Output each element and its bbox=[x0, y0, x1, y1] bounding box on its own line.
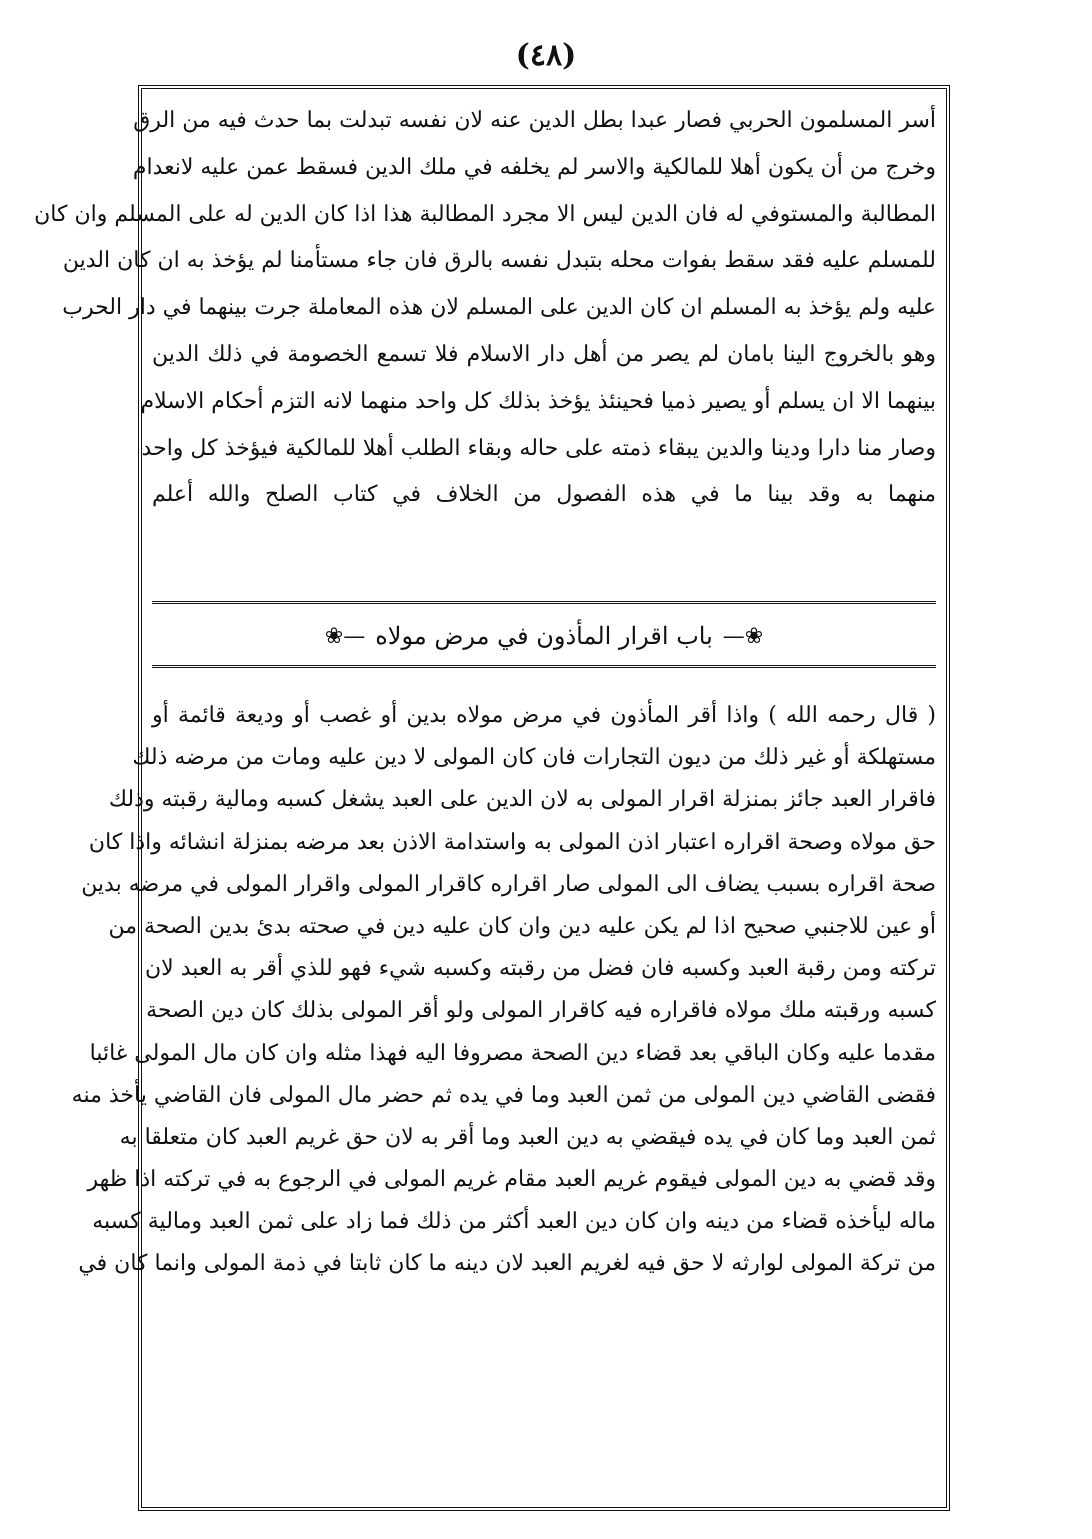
text-line: تركته ومن رقبة العبد وكسبه فان فضل من رقبته وكسبه شيء فهو للذي أقر به العبد لان bbox=[145, 956, 936, 982]
page-frame bbox=[34, 85, 950, 1511]
chapter-title: باب اقرار المأذون في مرض مولاه bbox=[375, 622, 713, 650]
text-line: وهو بالخروج الينا بامان لم يصر من أهل دار الاسلام فلا تسمع الخصومة في ذلك الدين bbox=[152, 341, 936, 367]
text-line: المطالبة والمستوفي له فان الدين ليس الا مجرد المطالبة هذا اذا كان الدين له على المسلم وان كان bbox=[34, 201, 936, 227]
bottom-text-block bbox=[71, 701, 936, 1292]
text-line: أو عين للاجنبي صحيح اذا لم يكن عليه دين وان كان عليه دين في صحته بدئ بدين الصحة من bbox=[108, 913, 936, 939]
text-line: عليه ولم يؤخذ به المسلم ان كان الدين على المسلم لان هذه المعاملة جرت بينهما في دار الحرب bbox=[62, 295, 936, 321]
text-line: فقضى القاضي دين المولى من ثمن العبد وما في يده ثم حضر مال المولى فان القاضي يأخذ منه bbox=[71, 1082, 936, 1108]
page-number: (٤٨) bbox=[515, 38, 577, 73]
text-line: مقدما عليه وكان الباقي بعد قضاء دين الصحة مصروفا اليه فهذا مثله وان كان مال المولى غائبا bbox=[89, 1040, 936, 1066]
text-line: من تركة المولى لوارثه لا حق فيه لغريم العبد لان دينه ما كان ثابتا في ذمة المولى وانما كان في bbox=[78, 1251, 936, 1277]
ornament-left: —❀ bbox=[324, 623, 366, 649]
section-divider bbox=[152, 601, 936, 604]
section-divider bbox=[152, 665, 936, 668]
text-line: ثمن العبد وما كان في يده فيقضي به دين العبد وما أقر به لان حق غريم العبد كان متعلقا به bbox=[119, 1124, 936, 1150]
text-line: وقد قضي به دين المولى فيقوم غريم العبد مقام غريم المولى في الرجوع به في تركته اذا ظهر bbox=[87, 1167, 936, 1193]
text-line: ماله ليأخذه قضاء من دينه وان كان دين العبد أكثر من ذلك فما زاد على ثمن العبد ومالية كسبه bbox=[92, 1209, 936, 1235]
text-line: أسر المسلمون الحربي فصار عبدا بطل الدين عنه لان نفسه تبدلت بما حدث فيه من الرق bbox=[133, 108, 936, 133]
text-line: فاقرار العبد جائز بمنزلة اقرار المولى به لان الدين على العبد يشغل كسبه ومالية رقبته وذلك bbox=[108, 787, 936, 813]
text-line: صحة اقراره بسبب يضاف الى المولى صار اقراره كاقرار المولى واقرار المولى في مرضه بدين bbox=[81, 871, 936, 897]
ornament-right: ❀— bbox=[722, 623, 764, 649]
text-line: للمسلم عليه فقد سقط بفوات محله بتبدل نفسه بالرق فان جاء مستأمنا لم يؤخذ به ان كان الدين bbox=[62, 248, 936, 274]
text-line: وخرج من أن يكون أهلا للمالكية والاسر لم يخلفه في ملك الدين فسقط عمن عليه لانعدام bbox=[132, 154, 936, 180]
text-line: مستهلكة أو غير ذلك من ديون التجارات فان كان المولى لا دين عليه ومات من مرضه ذلك bbox=[132, 745, 936, 771]
text-line: حق مولاه وصحة اقراره اعتبار اذن المولى به واستدامة الاذن بعد مرضه بمنزلة انشائه واذا كان bbox=[88, 829, 936, 855]
text-line: منهما به وقد بينا ما في هذه الفصول من الخلاف في كتاب الصلح والله أعلم bbox=[152, 482, 936, 508]
top-text-block bbox=[34, 106, 936, 527]
text-line: ( قال رحمه الله ) واذا أقر المأذون في مرض مولاه بدين أو غصب أو وديعة قائمة أو bbox=[152, 703, 936, 728]
text-line: كسبه ورقبته ملك مولاه فاقراره فيه كاقرار المولى ولو أقر المولى بذلك كان دين الصحة bbox=[146, 998, 936, 1024]
chapter-heading bbox=[152, 614, 936, 658]
text-line: بينهما الا ان يسلم أو يصير ذميا فحينئذ يؤخذ بذلك كل واحد منهما لانه التزم أحكام الاسلام bbox=[140, 388, 936, 414]
text-line: وصار منا دارا ودينا والدين يبقاء ذمته على حاله وبقاء الطلب أهلا للمالكية فيؤخذ كل واحد bbox=[141, 435, 936, 461]
